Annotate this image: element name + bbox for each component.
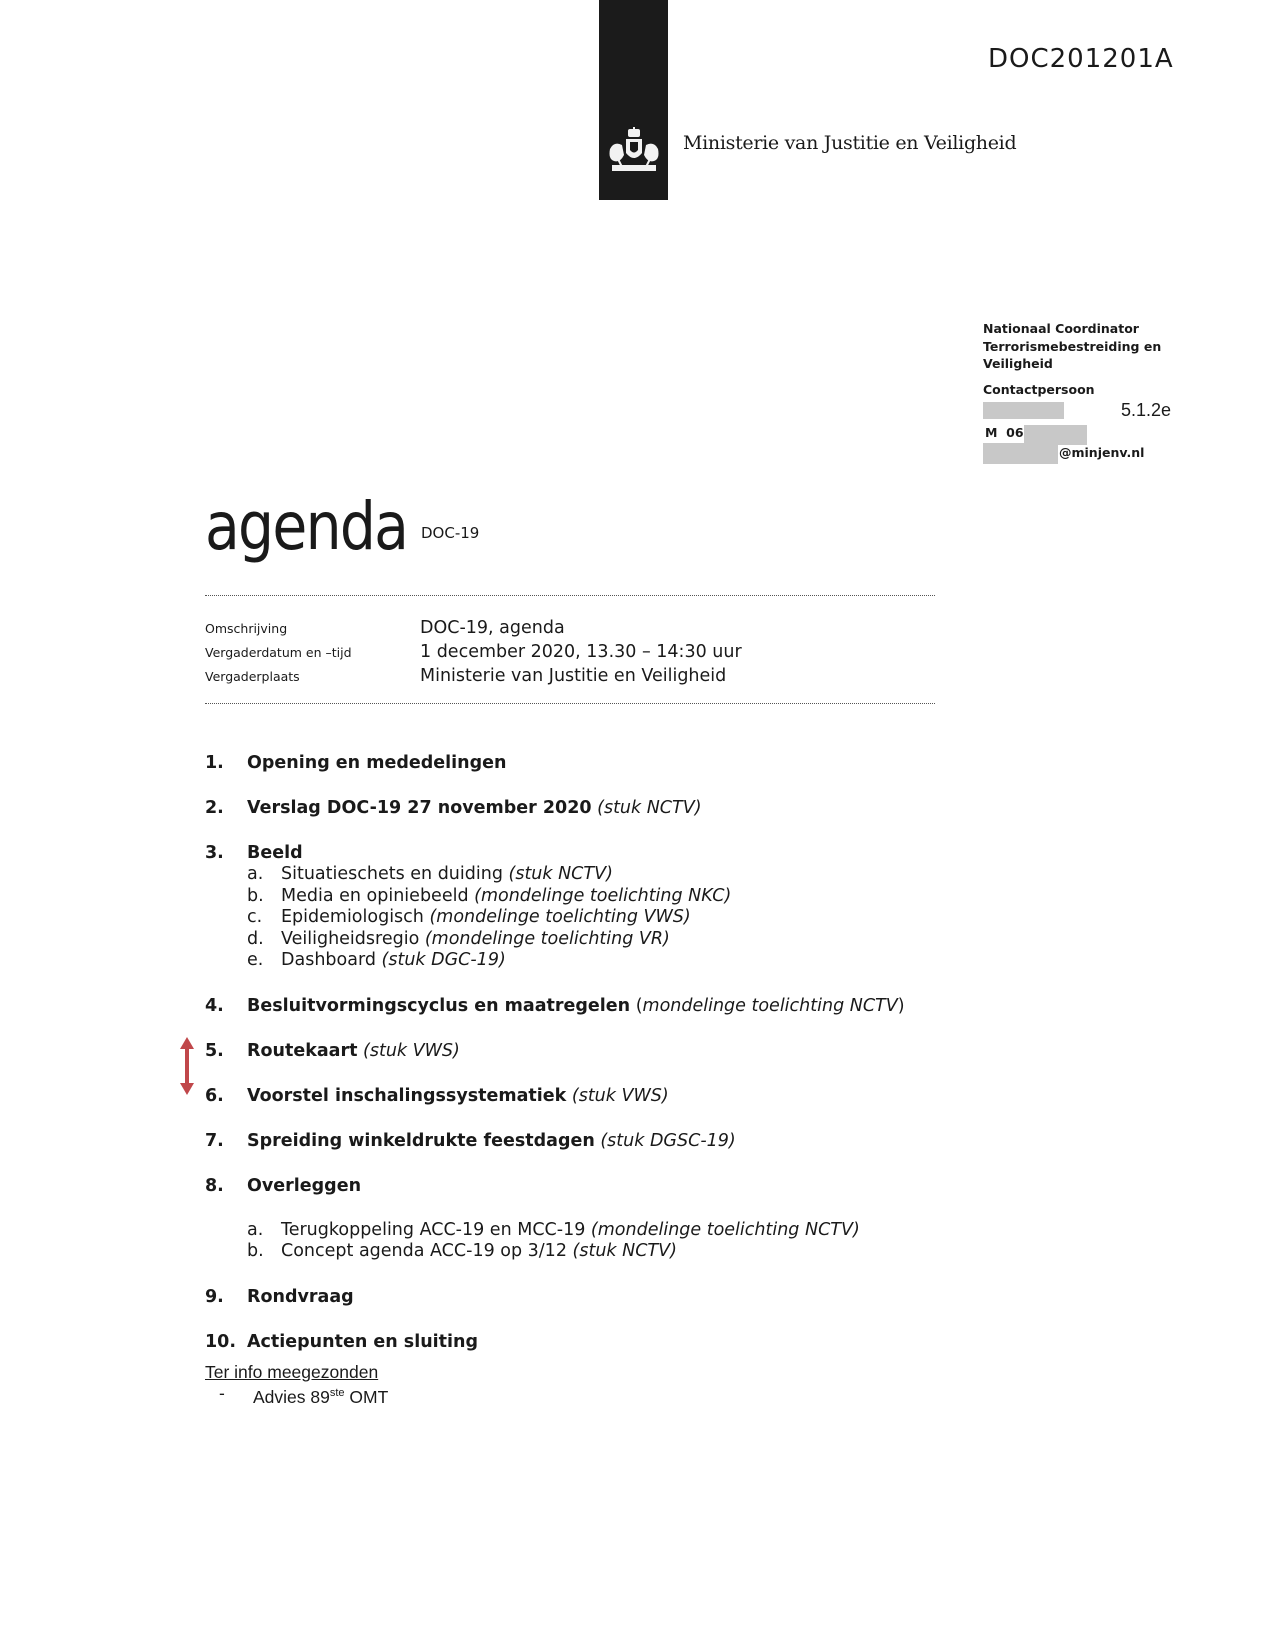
meta-label: Vergaderplaats <box>205 669 300 684</box>
agenda-subitem <box>205 950 1005 972</box>
item-note: mondelinge toelichting NCTV <box>642 995 898 1016</box>
agenda-item <box>205 1085 1005 1107</box>
subitem-text: Epidemiologisch <box>281 907 430 927</box>
item-number: 4. <box>205 995 224 1016</box>
item-note: (stuk NCTV) <box>591 798 702 818</box>
agenda-item <box>205 1175 1005 1197</box>
subitem-letter: a. <box>247 864 264 884</box>
agenda-item <box>205 995 1005 1017</box>
subitem-letter: b. <box>247 885 264 906</box>
subitem-note: (stuk DGC-19) <box>381 950 506 970</box>
subitem-letter: a. <box>247 1219 264 1240</box>
item-number: 1. <box>205 753 224 773</box>
item-title: Actiepunten en sluiting <box>247 1331 479 1352</box>
agenda-subitem <box>205 886 1005 908</box>
title-block <box>205 488 480 565</box>
meta-row <box>205 618 935 642</box>
item-number: 9. <box>205 1286 224 1307</box>
agenda-item <box>205 797 1005 819</box>
sender-org-line: Nationaal Coordinator <box>983 321 1139 336</box>
subitem-note: (mondelinge toelichting NKC) <box>474 885 732 906</box>
item-note: (stuk VWS) <box>357 1040 460 1061</box>
subitem-letter: b. <box>247 1241 264 1261</box>
item-title: Rondvraag <box>247 1286 354 1307</box>
agenda-subitem <box>205 1220 1005 1242</box>
agenda-subitem <box>205 864 1005 886</box>
item-number: 8. <box>205 1175 224 1196</box>
contact-label: Contactpersoon <box>983 381 1095 397</box>
agenda-subitem <box>205 929 1005 951</box>
info-item-text: Advies 89 <box>253 1386 330 1407</box>
meta-row <box>205 666 935 690</box>
subitem-note: (mondelinge toelichting VR) <box>424 928 670 949</box>
sender-org-line: Terrorismebestreiding en <box>983 338 1162 354</box>
agenda-list <box>205 752 1005 1353</box>
subitem-text: Dashboard <box>281 950 382 970</box>
agenda-subitem <box>205 1241 1005 1263</box>
item-title: Opening en mededelingen <box>247 753 507 773</box>
item-title: Overleggen <box>247 1175 362 1196</box>
meta-label: Vergaderdatum en –tijd <box>205 645 352 660</box>
item-note: (stuk DGSC-19) <box>594 1130 736 1151</box>
info-section <box>205 1362 388 1408</box>
redaction-code: 5.1.2e <box>1121 400 1172 420</box>
item-title: Beeld <box>247 843 303 863</box>
meta-value: DOC-19, agenda <box>420 618 565 638</box>
phone-prefix: M 06 <box>985 425 1024 440</box>
meta-value: Ministerie van Justitie en Veiligheid <box>420 666 727 686</box>
meeting-meta <box>205 618 935 690</box>
agenda-item <box>205 1040 1005 1062</box>
subitem-letter: c. <box>247 907 263 927</box>
document-id: DOC201201A <box>988 44 1174 74</box>
agenda-item <box>205 752 1005 774</box>
meta-value: 1 december 2020, 13.30 – 14:30 uur <box>420 642 742 662</box>
meta-row <box>205 642 935 666</box>
paren: ) <box>897 995 905 1016</box>
subitem-text: Terugkoppeling ACC-19 en MCC-19 <box>281 1219 591 1240</box>
page-title: agenda <box>205 488 408 565</box>
subitem-text: Situatieschets en duiding <box>281 864 509 884</box>
item-number: 3. <box>205 843 224 863</box>
info-heading: Ter info meegezonden <box>205 1362 379 1382</box>
item-title: Verslag DOC-19 27 november 2020 <box>247 798 592 818</box>
coat-of-arms-icon <box>604 127 664 187</box>
subitem-text: Veiligheidsregio <box>281 928 425 949</box>
paren: ( <box>630 995 643 1016</box>
agenda-item <box>205 842 1005 864</box>
item-number: 6. <box>205 1085 224 1106</box>
item-number: 2. <box>205 798 224 818</box>
item-title: Spreiding winkeldrukte feestdagen <box>247 1130 595 1151</box>
sender-org-line: Veiligheid <box>983 356 1053 371</box>
ministry-name: Ministerie van Justitie en Veiligheid <box>683 132 1017 154</box>
subitem-note: (stuk NCTV) <box>508 864 613 884</box>
item-number: 5. <box>205 1040 224 1061</box>
bullet-dash: - <box>219 1383 225 1403</box>
item-note: (stuk VWS) <box>566 1085 669 1106</box>
redacted-name <box>983 402 1064 419</box>
agenda-item <box>205 1331 1005 1353</box>
page-subtitle: DOC-19 <box>421 524 480 542</box>
meta-label: Omschrijving <box>205 621 288 636</box>
item-title: Voorstel inschalingssystematiek <box>247 1085 567 1106</box>
divider <box>205 595 935 596</box>
subitem-text: Concept agenda ACC-19 op 3/12 <box>281 1241 573 1261</box>
info-item-sup: ste <box>329 1387 345 1399</box>
item-number: 10. <box>205 1331 237 1352</box>
redacted-phone <box>1024 425 1087 445</box>
divider <box>205 703 935 704</box>
subitem-letter: d. <box>247 928 264 949</box>
subitem-note: (mondelinge toelichting NCTV) <box>590 1219 860 1240</box>
agenda-item <box>205 1286 1005 1308</box>
agenda-subitem <box>205 907 1005 929</box>
subitem-note: (stuk NCTV) <box>572 1241 677 1261</box>
email-suffix: @minjenv.nl <box>1059 445 1145 460</box>
agenda-item <box>205 1130 1005 1152</box>
item-title: Routekaart <box>247 1040 358 1061</box>
subitem-text: Media en opiniebeeld <box>281 885 475 906</box>
info-item <box>205 1383 388 1408</box>
double-vertical-arrow-icon <box>180 1037 194 1095</box>
sender-block <box>983 320 1213 398</box>
subitem-note: (mondelinge toelichting VWS) <box>429 907 691 927</box>
subitem-letter: e. <box>247 950 264 970</box>
info-item-suffix: OMT <box>344 1386 389 1407</box>
item-number: 7. <box>205 1130 224 1151</box>
redacted-email <box>983 443 1058 464</box>
item-title: Besluitvormingscyclus en maatregelen <box>247 995 631 1016</box>
